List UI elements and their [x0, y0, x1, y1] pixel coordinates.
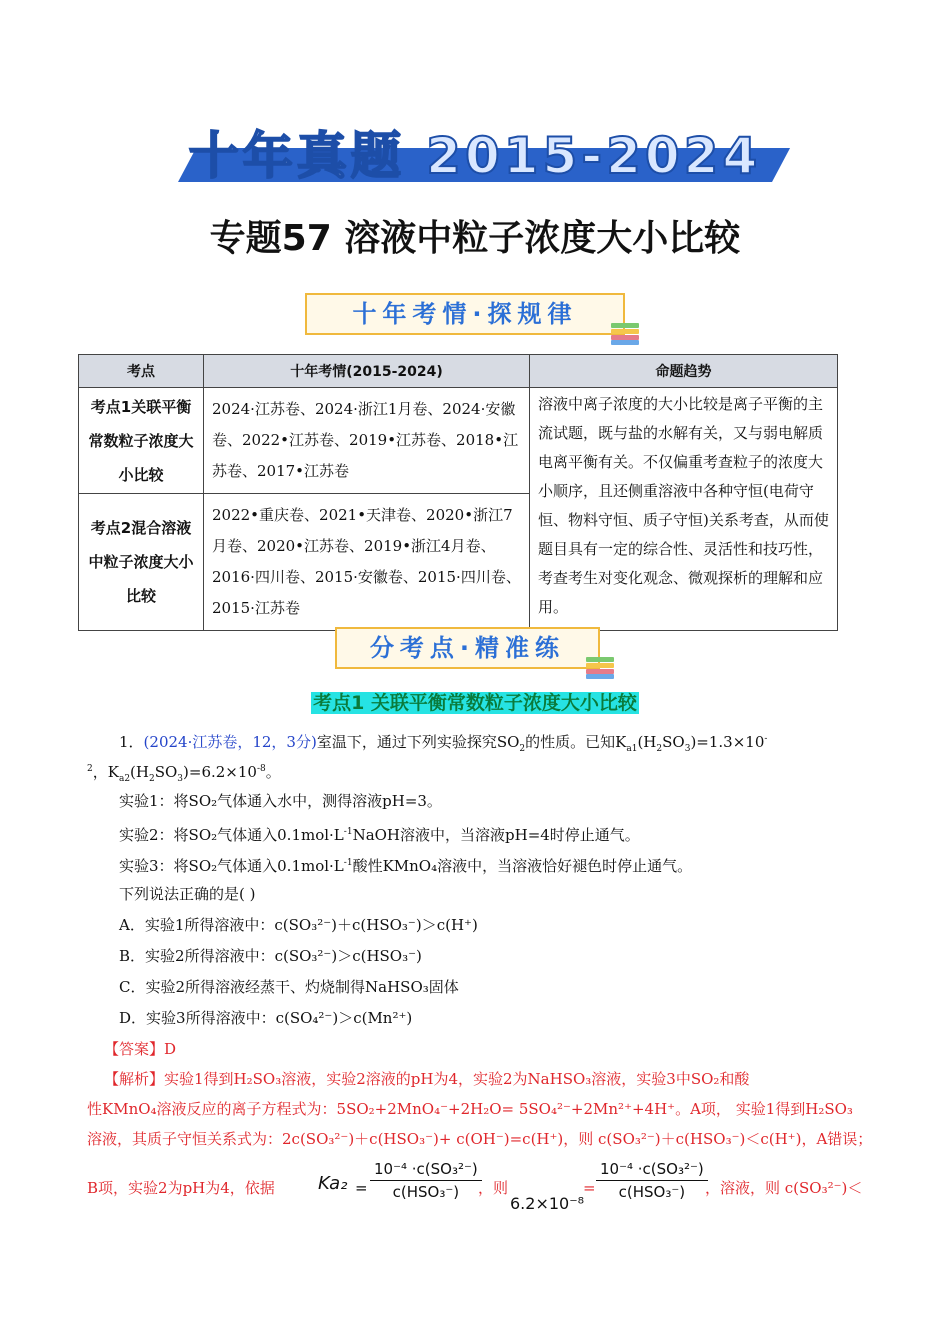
ka2-subscript: a2: [118, 774, 131, 784]
fraction-denominator: c(HSO₃⁻): [618, 1183, 686, 1201]
table-cell-point: 考点2混合溶液中粒子浓度大小比较: [79, 494, 204, 631]
section-label-practice: [335, 627, 600, 669]
analysis-line-4-start: B项，实验2为pH为4，依据: [87, 1179, 275, 1197]
stem-text: 的性质。已知K: [525, 733, 627, 751]
analysis-line-3: 溶液，其质子守恒关系式为：2c(SO₃²⁻)＋c(HSO₃⁻)+ c(OH⁻)=c(H⁺)，则 c(SO₃²⁻)＋c(HSO₃⁻)＜c(H⁺)，A错误；: [87, 1130, 873, 1148]
analysis-line-4-mid: ，则: [478, 1179, 509, 1197]
fraction-denominator: c(HSO₃⁻): [392, 1183, 460, 1201]
header-banner: [178, 118, 772, 186]
ka2-symbol: Ka₂: [318, 1173, 348, 1194]
question-stem: 1．(2024·江苏卷，12，3分)室温下，通过下列实验探究$SO_2$的性质。已知$K_{a1}(H_2SO_3)=1.3\times 10^-$: [119, 733, 768, 754]
analysis-line-2: 性KMnO₄溶液反应的离子方程式为：5SO₂+2MnO₄⁻+2H₂O= 5SO₄²⁻+2Mn²⁺+4H⁺。A项， 实验1得到H₂SO₃: [87, 1100, 853, 1118]
analysis-line-1: 【解析】实验1得到H₂SO₃溶液，实验2溶液的pH为4，实验2为NaHSO₃溶液，实验3中SO₂和酸: [104, 1070, 750, 1088]
experiment-2: 实验2：将SO₂气体通入$0.1mol\cdot L^{-1}NaOH$溶液中，当溶液pH=4时停止通气。: [119, 826, 640, 844]
page-title: 专题57 溶液中粒子浓度大小比较: [209, 218, 741, 259]
answer-line: 【答案】D: [104, 1040, 177, 1058]
stem-text: 室温下，通过下列实验探究SO: [316, 733, 520, 751]
topic-subheading-text: 考点1 关联平衡常数粒子浓度大小比较: [313, 692, 637, 714]
question-source: (2024·江苏卷，12，3分): [143, 733, 317, 751]
equals-sign-red: =: [583, 1179, 596, 1197]
table-cell-years: 2022•重庆卷、2021•天津卷、2020•浙江7月卷、2020•江苏卷、2019•浙江4月卷、2016·四川卷、2015·安徽卷、2015·四川卷、2015·江苏卷: [204, 494, 530, 631]
topic-subheading: [0, 688, 950, 715]
equals-sign: =: [355, 1179, 368, 1197]
books-icon: [611, 323, 639, 345]
question-number: 1．: [119, 733, 144, 751]
fraction-numerator: 10⁻⁴ ·c(SO₃²⁻): [370, 1158, 482, 1181]
ka1-subscript: a1: [626, 744, 638, 754]
section-label-trends: [305, 293, 625, 335]
section-label-text: 分考点·精准练: [369, 634, 566, 662]
exam-trends-table: [78, 354, 838, 631]
table-cell-trend: 溶液中离子浓度的大小比较是离子平衡的主流试题，既与盐的水解有关，又与弱电解质电离平衡有关。不仅偏重考查粒子的浓度大小顺序，且还侧重溶液中各种守恒(电荷守恒、物料守恒、质子守恒)关系考查，从而使题目具有一定的综合性、灵活性和技巧性，考查考生对变化观念、微观探析的理解和应用。: [530, 388, 838, 631]
stem-text: SO: [154, 763, 178, 781]
ka2-value-display: 6.2×10⁻⁸: [510, 1194, 585, 1213]
experiment-1: 实验1：将SO₂气体通入水中，测得溶液pH=3。: [119, 792, 442, 810]
ka2-value: )=6.2×10: [183, 763, 257, 781]
table-header-row: [79, 355, 838, 388]
table-header: 命题趋势: [530, 355, 838, 388]
table-row: [79, 388, 838, 494]
option-a[interactable]: A．实验1所得溶液中：c(SO₃²⁻)＋c(HSO₃⁻)＞c(H⁺): [119, 916, 478, 934]
ka2-fraction: [368, 1158, 484, 1203]
experiment-3: 实验3：将SO₂气体通入$0.1mol\cdot L^{-1}$酸性KMnO₄溶液中，当溶液恰好褪色时停止通气。: [119, 857, 693, 875]
table-header: 考点: [79, 355, 204, 388]
stem-text: (H: [130, 763, 149, 781]
experiment-text: 实验2：将SO₂气体通入0.1mol·L: [119, 826, 344, 844]
question-stem-cont: $^2$，$K_{a2}(H_2SO_3)=6.2\times 10^{-8}$。: [87, 763, 281, 784]
ka1-exponent-cont: 2: [87, 764, 93, 774]
experiment-text: 酸性KMnO₄溶液中，当溶液恰好褪色时停止通气。: [352, 857, 693, 875]
stem-text: (H: [637, 733, 657, 751]
stem-text: 。: [265, 763, 281, 781]
stem-text: ，K: [92, 763, 119, 781]
experiment-text: NaOH溶液中，当溶液pH=4时停止通气。: [352, 826, 640, 844]
option-d[interactable]: D．实验3所得溶液中：c(SO₄²⁻)＞c(Mn²⁺): [119, 1009, 413, 1027]
experiment-text: 实验3：将SO₂气体通入0.1mol·L: [119, 857, 344, 875]
ka2-exponent: -8: [256, 764, 266, 774]
books-icon: [586, 657, 614, 679]
ka1-exponent: -: [764, 734, 768, 744]
option-c[interactable]: C．实验2所得溶液经蒸干、灼烧制得NaHSO₃固体: [119, 978, 459, 996]
table-cell-point: 考点1关联平衡常数粒子浓度大小比较: [79, 388, 204, 494]
option-b[interactable]: B．实验2所得溶液中：c(SO₃²⁻)＞c(HSO₃⁻): [119, 947, 422, 965]
analysis-line-4-end: ，溶液，则 c(SO₃²⁻)＜: [705, 1179, 863, 1197]
table-cell-years: 2024·江苏卷、2024·浙江1月卷、2024·安徽卷、2022•江苏卷、2019•江苏卷、2018•江苏卷、2017•江苏卷: [204, 388, 530, 494]
question-prompt: 下列说法正确的是( ): [119, 885, 256, 903]
fraction-numerator: 10⁻⁴ ·c(SO₃²⁻): [596, 1158, 708, 1181]
section-label-text: 十年考情·探规律: [352, 300, 578, 328]
banner-text: 十年真题 2015-2024: [188, 127, 762, 185]
ka2-fraction-2: [594, 1158, 710, 1203]
stem-text: SO: [662, 733, 685, 751]
table-header: 十年考情(2015-2024): [204, 355, 530, 388]
ka1-value: )=1.3×10: [690, 733, 765, 751]
